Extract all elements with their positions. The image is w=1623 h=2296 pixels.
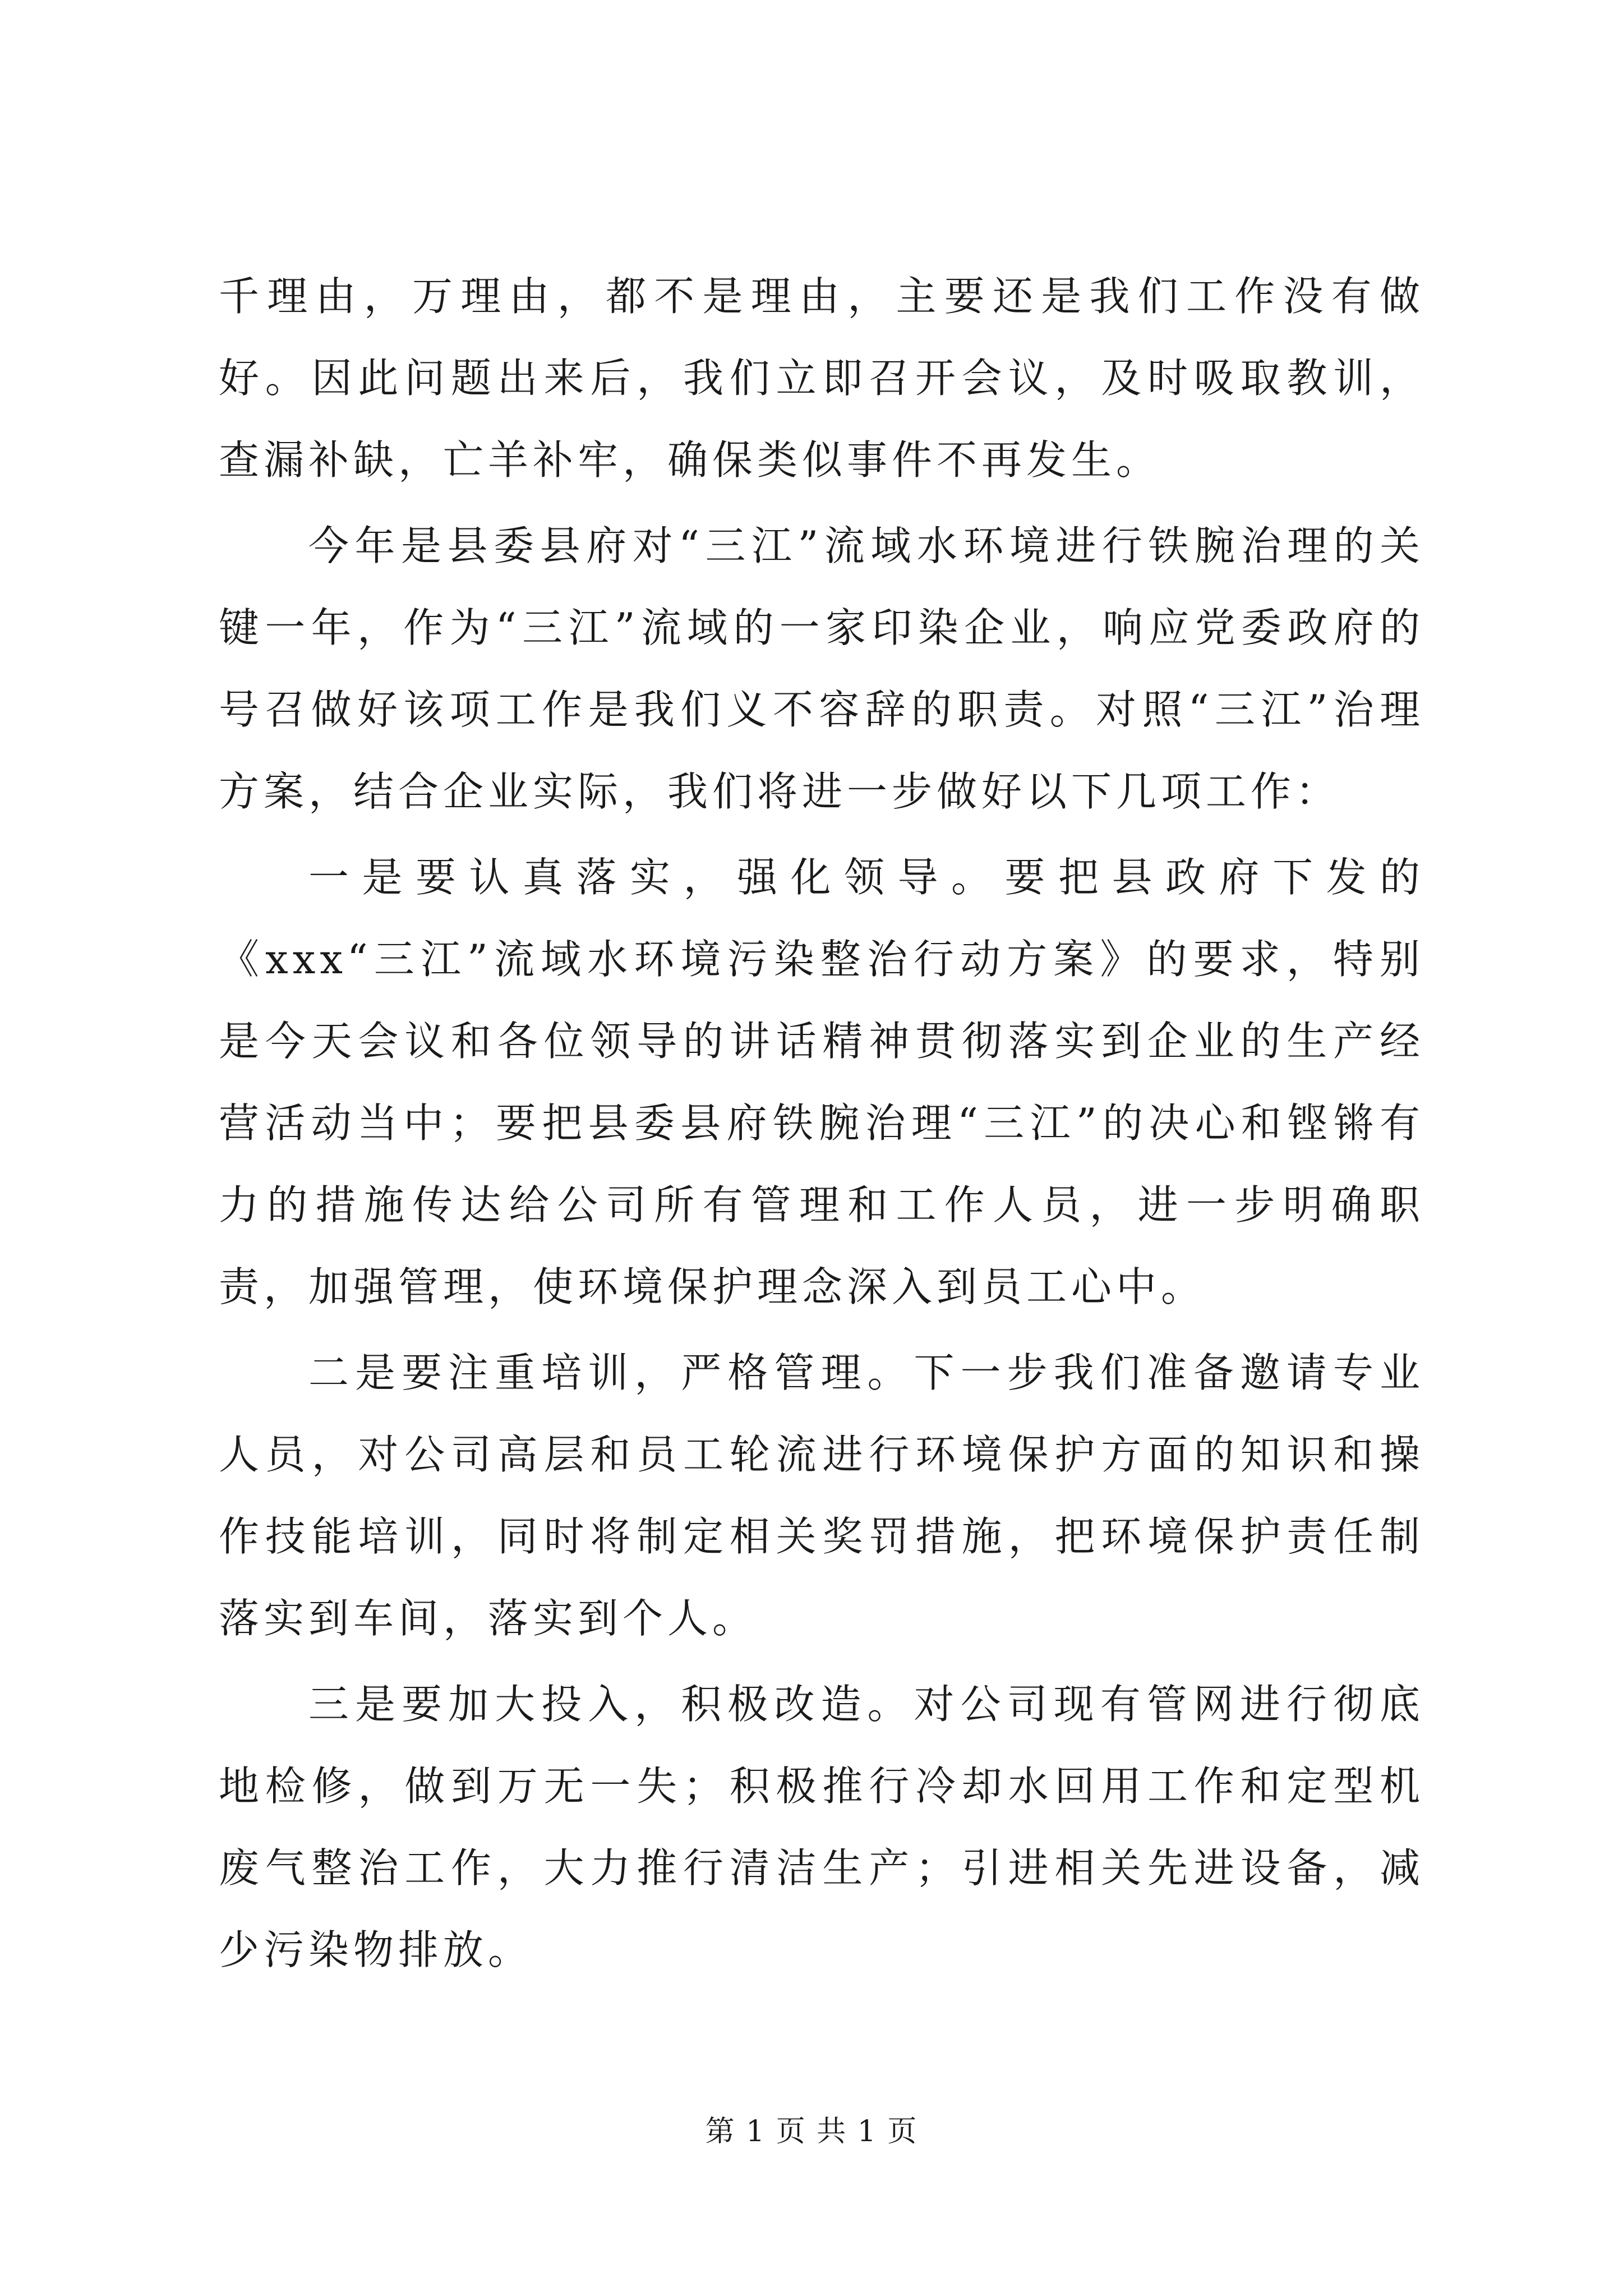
document-body <box>219 255 1424 1995</box>
page-number-footer: 第 1 页 共 1 页 <box>705 2115 918 2148</box>
paragraph-continuation: 千理由，万理由，都不是理由，主要还是我们工作没有做好。因此问题出来后，我们立即召开会议，及时吸取教训，查漏补缺，亡羊补牢，确保类似事件不再发生。 <box>219 273 1424 484</box>
paragraph-item-three: 三是要加大投入，积极改造。对公司现有管网进行彻底地检修，做到万无一失；积极推行冷却水回用工作和定型机废气整治工作，大力推行清洁生产；引进相关先进设备，减少污染物排放。 <box>219 1681 1424 1973</box>
paragraph-item-two: 二是要注重培训，严格管理。下一步我们准备邀请专业人员，对公司高层和员工轮流进行环境保护方面的知识和操作技能培训，同时将制定相关奖罚措施，把环境保护责任制落实到车间，落实到个人。 <box>219 1349 1424 1642</box>
paragraph-item-one: 一是要认真落实，强化领导。要把县政府下发的《xxx“三江”流域水环境污染整治行动方案》的要求，特别是今天会议和各位领导的讲话精神贯彻落实到企业的生产经营活动当中；要把县委县府铁腕治理“三江”的决心和铿锵有力的措施传达给公司所有管理和工作人员，进一步明确职责，加强管理，使环境保护理念深入到员工心中。 <box>219 854 1424 1310</box>
paragraph-intro: 今年是县委县府对“三江”流域水环境进行铁腕治理的关键一年，作为“三江”流域的一家印染企业，响应党委政府的号召做好该项工作是我们义不容辞的职责。对照“三江”治理方案，结合企业实际，我们将进一步做好以下几项工作： <box>219 522 1424 815</box>
